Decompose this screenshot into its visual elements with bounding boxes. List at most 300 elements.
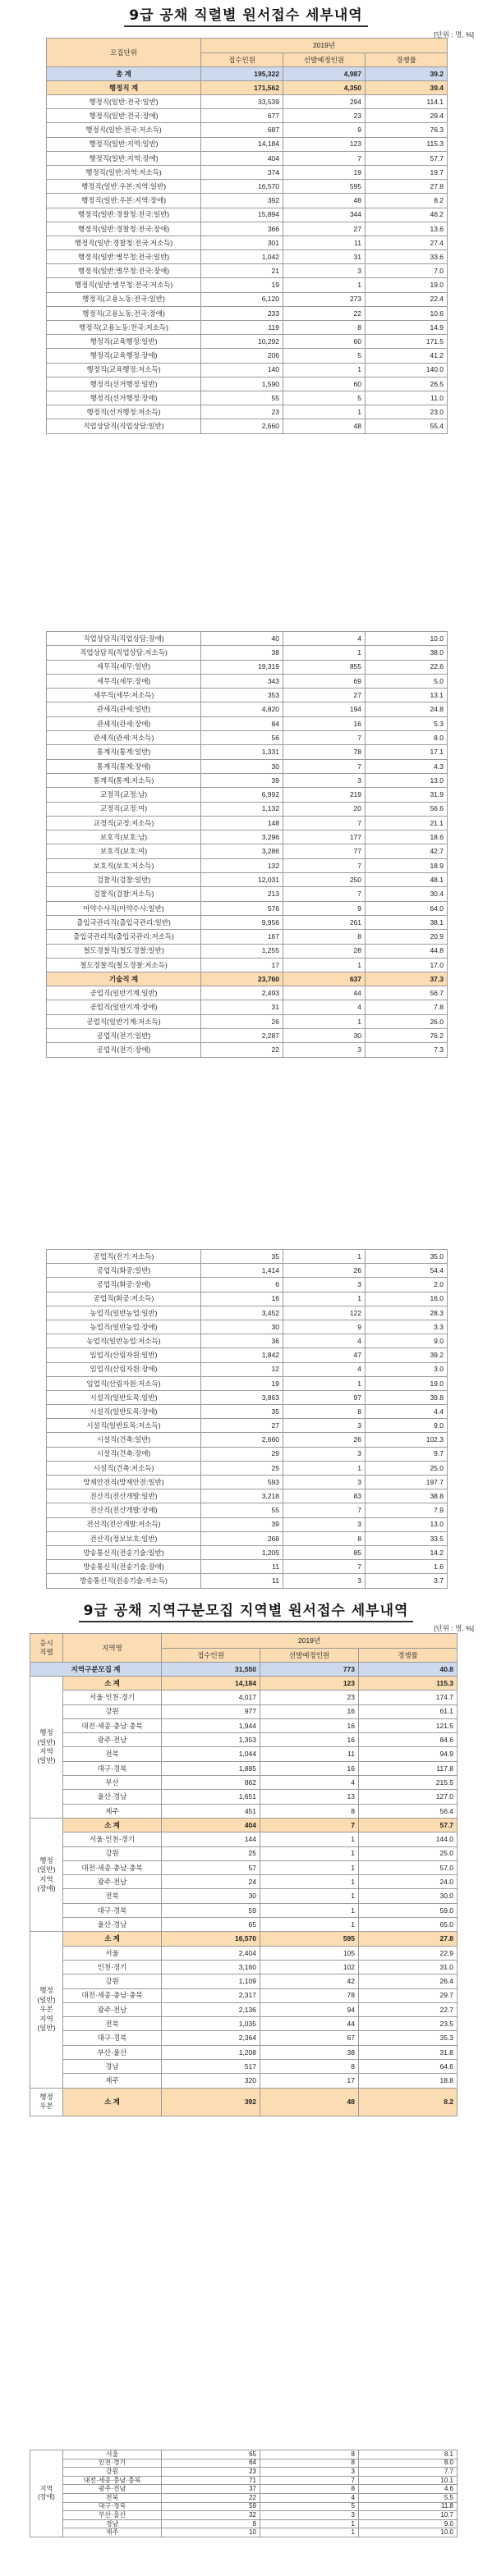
table-row [30, 1974, 458, 1988]
table-row [47, 1503, 448, 1517]
region-cell: 30 [162, 1889, 260, 1903]
region-cell: 부산·울산 [63, 2511, 162, 2520]
region-cell: 10.1 [359, 2476, 458, 2485]
row-ratio: 38.8 [366, 1489, 448, 1503]
region-cell: 144.0 [359, 1832, 458, 1846]
table-row [47, 1476, 448, 1489]
row-applicants: 12 [201, 1362, 283, 1376]
subtotal-cell: 595 [260, 1932, 359, 1946]
row-planned: 8 [283, 930, 366, 944]
region-cell: 대전·세종·충남·충북 [63, 1718, 162, 1732]
row-ratio: 13.0 [366, 773, 448, 787]
row-planned: 27 [283, 689, 366, 702]
region-cell: 서울·인천·경기 [63, 1691, 162, 1704]
group-label: 행정 (일반) 지역 (일반) [30, 1677, 63, 1819]
row-planned: 3 [283, 1574, 366, 1588]
group-label: 행정 (일반) 지역 (장애) [30, 1818, 63, 1931]
row-planned: 19 [283, 165, 366, 179]
table-row [47, 1334, 448, 1348]
row-ratio: 39.2 [366, 1348, 448, 1362]
row-name: 검찰직(검찰:일반) [47, 873, 201, 887]
region-cell: 18.8 [359, 2074, 458, 2088]
region-cell: 29.7 [359, 1988, 458, 2002]
row-applicants: 3,863 [201, 1390, 283, 1404]
table-row [47, 1014, 448, 1028]
region-cell: 8 [260, 2450, 359, 2459]
region-cell: 부산·울산 [63, 2045, 162, 2059]
table-row [47, 788, 448, 802]
table-row [47, 1250, 448, 1264]
row-ratio: 54.4 [366, 1264, 448, 1278]
row-ratio: 13.0 [366, 1517, 448, 1531]
region-cell: 65 [162, 1918, 260, 1932]
row-name: 행정직(일반:경찰청:전국:저소득) [47, 236, 201, 249]
row-ratio: 17.1 [366, 745, 448, 759]
row-name: 검찰직(검찰:저소득) [47, 887, 201, 901]
row-applicants: 392 [201, 194, 283, 208]
region-cell: 144 [162, 1832, 260, 1846]
table-row [47, 759, 448, 773]
subtotal-cell: 392 [162, 2088, 260, 2116]
region-cell: 1 [260, 1875, 359, 1889]
region-cell: 강원 [63, 2468, 162, 2477]
table-row [30, 2519, 458, 2528]
row-ratio: 2.0 [366, 1278, 448, 1292]
region-cell: 22 [162, 2493, 260, 2502]
table-row [30, 1860, 458, 1874]
row-applicants: 55 [201, 1503, 283, 1517]
row-applicants: 40 [201, 632, 283, 646]
row-ratio: 33.5 [366, 1531, 448, 1545]
row-applicants: 84 [201, 716, 283, 730]
row-planned: 83 [283, 1489, 366, 1503]
region-cell: 2,136 [162, 2002, 260, 2016]
row-name: 방송통신직(전송기술:저소득) [47, 1574, 201, 1588]
row-applicants: 1,590 [201, 377, 283, 391]
row-ratio: 35.0 [366, 1250, 448, 1264]
table-row [47, 873, 448, 887]
subtotal-cell: 404 [162, 1818, 260, 1832]
region-cell: 1,109 [162, 1974, 260, 1988]
row-name: 세무직(세무:장애) [47, 674, 201, 688]
region-cell: 3 [260, 2511, 359, 2520]
header-region: 지역명 [63, 1634, 162, 1663]
row-planned: 47 [283, 1348, 366, 1362]
table-row [47, 391, 448, 405]
region-cell: 1 [260, 1918, 359, 1932]
job-table-part3 [46, 1249, 448, 1589]
table-row [30, 1903, 458, 1917]
table-row [47, 208, 448, 222]
row-planned: 8 [283, 1405, 366, 1419]
row-name: 행정직(선거행정:저소득) [47, 405, 201, 419]
region-cell: 5 [260, 2502, 359, 2511]
table-row [30, 2511, 458, 2520]
group-subtotal-row [30, 1818, 458, 1832]
table-row [47, 405, 448, 419]
region-cell: 26.4 [359, 1974, 458, 1988]
region-cell: 22.9 [359, 1946, 458, 1960]
row-planned: 7 [283, 731, 366, 745]
table-row [47, 1348, 448, 1362]
header-ratio: 경쟁률 [366, 53, 448, 67]
section1-unit: [단위 : 명, %] [434, 30, 474, 39]
row-ratio: 56.6 [366, 802, 448, 816]
table-row [30, 2017, 458, 2031]
region-cell: 3,160 [162, 1960, 260, 1974]
table-row [47, 1560, 448, 1574]
region-cell: 전북 [63, 2017, 162, 2031]
row-planned: 48 [283, 419, 366, 433]
table-row [30, 2031, 458, 2045]
row-ratio: 42.7 [366, 844, 448, 858]
row-applicants: 35 [201, 1405, 283, 1419]
region-cell: 3 [260, 2468, 359, 2477]
group-label: 행정 우본 [30, 2088, 63, 2116]
row-name: 행정직(일반:병무청:전국:일반) [47, 250, 201, 264]
row-ratio: 16.0 [366, 1292, 448, 1306]
region-cell: 8.1 [359, 2450, 458, 2459]
row-ratio: 20.9 [366, 930, 448, 944]
region-cell: 1,944 [162, 1718, 260, 1732]
row-name: 행정직(교육행정:일반) [47, 335, 201, 349]
table-row [30, 2074, 458, 2088]
table-row [47, 1320, 448, 1334]
table-row [47, 915, 448, 929]
region-cell: 1,208 [162, 2045, 260, 2059]
region-cell: 1 [260, 1860, 359, 1874]
region-cell: 7 [260, 2476, 359, 2485]
row-applicants: 22 [201, 1043, 283, 1057]
row-ratio: 10.6 [366, 306, 448, 320]
region-cell: 대구·경북 [63, 1903, 162, 1917]
region-cell: 1 [260, 1889, 359, 1903]
row-name: 마약수사직(마약수사:일반) [47, 901, 201, 915]
region-cell: 64 [162, 2459, 260, 2468]
table-row [47, 1545, 448, 1559]
row-name: 행정직(일반:경찰청:전국:일반) [47, 208, 201, 222]
row-name: 직업상담직(직업상담:장애) [47, 632, 201, 646]
row-applicants: 576 [201, 901, 283, 915]
table-row [47, 419, 448, 433]
tech-subtotal-row: 기술직 계 23,760 637 37.3 [47, 972, 448, 986]
region-cell: 67 [260, 2031, 359, 2045]
table-row [47, 165, 448, 179]
row-name: 공업직(일반기계:저소득) [47, 1014, 201, 1028]
row-applicants: 3,218 [201, 1489, 283, 1503]
table-row [30, 1704, 458, 1718]
row-ratio: 13.1 [366, 689, 448, 702]
row-name: 임업직(산림자원:장애) [47, 1362, 201, 1376]
row-applicants: 17 [201, 958, 283, 972]
header-year: 2019년 [162, 1634, 458, 1649]
row-name: 철도경찰직(철도경찰:일반) [47, 944, 201, 958]
region-cell: 65.0 [359, 1918, 458, 1932]
row-name: 방송통신직(전송기술:장애) [47, 1560, 201, 1574]
region-cell: 25 [162, 1846, 260, 1860]
row-ratio: 38.0 [366, 646, 448, 660]
region-cell: 16 [260, 1718, 359, 1732]
table-row [30, 1747, 458, 1761]
row-planned: 8 [283, 1531, 366, 1545]
row-planned: 5 [283, 349, 366, 363]
row-applicants: 39 [201, 773, 283, 787]
region-cell: 1 [260, 1903, 359, 1917]
row-applicants: 23 [201, 405, 283, 419]
row-ratio: 115.3 [366, 137, 448, 151]
region-cell: 8 [260, 2459, 359, 2468]
region-cell: 인천·경기 [63, 1960, 162, 1974]
header-year: 2019년 [201, 39, 448, 53]
table-row [30, 1761, 458, 1775]
row-applicants: 36 [201, 1334, 283, 1348]
row-ratio: 17.0 [366, 958, 448, 972]
row-applicants: 3,296 [201, 830, 283, 844]
row-ratio: 13.6 [366, 222, 448, 236]
row-ratio: 27.4 [366, 236, 448, 249]
region-cell: 23 [162, 2468, 260, 2477]
table-row [47, 335, 448, 349]
row-applicants: 301 [201, 236, 283, 249]
region-cell: 174.7 [359, 1691, 458, 1704]
table-row [47, 363, 448, 377]
row-planned: 9 [283, 1320, 366, 1334]
row-ratio: 19.7 [366, 165, 448, 179]
table-row [30, 1832, 458, 1846]
header-job: 응시 직렬 [30, 1634, 63, 1663]
job-table-part2 [46, 631, 448, 1058]
row-name: 행정직(교육행정:장애) [47, 349, 201, 363]
row-name: 행정직(일반:우본:지역:일반) [47, 180, 201, 194]
row-applicants: 6 [201, 1278, 283, 1292]
row-name: 방재안전직(방재안전:일반) [47, 1476, 201, 1489]
row-planned: 123 [283, 137, 366, 151]
region-cell: 59 [162, 2502, 260, 2511]
table-row [47, 236, 448, 249]
table-row [47, 944, 448, 958]
row-name: 공업직(전기:장애) [47, 1043, 201, 1057]
row-name: 행정직(일반:지역:장애) [47, 151, 201, 165]
row-ratio: 76.3 [366, 123, 448, 137]
row-applicants: 11 [201, 1560, 283, 1574]
row-applicants: 366 [201, 222, 283, 236]
region-cell: 25.0 [359, 1846, 458, 1860]
region-cell: 9 [162, 2519, 260, 2528]
row-planned: 261 [283, 915, 366, 929]
group-label: 행정 (일반) 우본 지역 (일반) [30, 1932, 63, 2088]
region-cell: 30.0 [359, 1889, 458, 1903]
row-name: 행정직(일반:우본:지역:장애) [47, 194, 201, 208]
row-applicants: 25 [201, 1461, 283, 1475]
row-planned: 3 [283, 1419, 366, 1433]
row-planned: 30 [283, 1029, 366, 1043]
row-ratio: 57.7 [366, 151, 448, 165]
row-name: 행정직(선거행정:장애) [47, 391, 201, 405]
row-ratio: 22.6 [366, 660, 448, 674]
row-name: 시설직(건축:장애) [47, 1447, 201, 1461]
row-ratio: 48.1 [366, 873, 448, 887]
row-planned: 1 [283, 1014, 366, 1028]
table-row [47, 1531, 448, 1545]
row-ratio: 114.1 [366, 95, 448, 109]
row-name: 철도경찰직(철도경찰:저소득) [47, 958, 201, 972]
region-cell: 서울 [63, 1946, 162, 1960]
header-applicants: 접수인원 [201, 53, 283, 67]
row-name: 통계직(통계:저소득) [47, 773, 201, 787]
table-row [47, 901, 448, 915]
table-row [30, 1988, 458, 2002]
subtotal-cell: 27.8 [359, 1932, 458, 1946]
row-name: 전산직(전산개발:일반) [47, 1489, 201, 1503]
region-total-row: 지역구분모집 계 31,550 773 40.8 [30, 1663, 458, 1677]
row-ratio: 44.8 [366, 944, 448, 958]
row-name: 시설직(건축:저소득) [47, 1461, 201, 1475]
region-table [30, 1633, 458, 2116]
row-name: 행정직(교육행정:저소득) [47, 363, 201, 377]
table-row [47, 632, 448, 646]
row-name: 임업직(산림자원:일반) [47, 1348, 201, 1362]
row-planned: 273 [283, 292, 366, 306]
table-row [47, 674, 448, 688]
subtotal-cell: 소 계 [63, 1677, 162, 1691]
region-cell: 17 [260, 2074, 359, 2088]
row-ratio: 55.4 [366, 419, 448, 433]
row-applicants: 343 [201, 674, 283, 688]
table-row [30, 1960, 458, 1974]
row-applicants: 1,255 [201, 944, 283, 958]
subtotal-cell: 115.3 [359, 1677, 458, 1691]
row-planned: 4 [283, 632, 366, 646]
region-cell: 451 [162, 1804, 260, 1818]
row-ratio: 140.0 [366, 363, 448, 377]
row-planned: 3 [283, 264, 366, 278]
region-cell: 대전·세종·충남·충북 [63, 1988, 162, 2002]
row-ratio: 31.9 [366, 788, 448, 802]
table-row [47, 222, 448, 236]
table-row [47, 702, 448, 716]
row-planned: 1 [283, 1250, 366, 1264]
row-ratio: 14.9 [366, 321, 448, 335]
row-applicants: 2,660 [201, 419, 283, 433]
region-cell: 23.5 [359, 2017, 458, 2031]
row-ratio: 11.0 [366, 391, 448, 405]
region-cell: 215.5 [359, 1776, 458, 1790]
row-name: 교정직(교정:저소득) [47, 816, 201, 830]
row-planned: 3 [283, 1476, 366, 1489]
subtotal-cell: 14,184 [162, 1677, 260, 1691]
table-row [47, 1489, 448, 1503]
region-cell: 울산·경남 [63, 1918, 162, 1932]
row-name: 전산직(전산개발:장애) [47, 1503, 201, 1517]
region-cell: 94.9 [359, 1747, 458, 1761]
row-applicants: 119 [201, 321, 283, 335]
row-ratio: 8.2 [366, 194, 448, 208]
row-name: 관세직(관세:일반) [47, 702, 201, 716]
row-applicants: 35 [201, 1250, 283, 1264]
row-applicants: 1,842 [201, 1348, 283, 1362]
table-row [30, 2485, 458, 2494]
region-cell: 42 [260, 1974, 359, 1988]
table-row [47, 137, 448, 151]
region-cell: 울산·경남 [63, 1790, 162, 1804]
row-applicants: 677 [201, 109, 283, 123]
row-applicants: 353 [201, 689, 283, 702]
row-applicants: 30 [201, 1320, 283, 1334]
row-planned: 294 [283, 95, 366, 109]
region-cell: 4 [260, 1776, 359, 1790]
region-cell: 강원 [63, 1704, 162, 1718]
table-row [30, 1790, 458, 1804]
table-row [47, 306, 448, 320]
region-cell: 4,017 [162, 1691, 260, 1704]
region-cell: 서울·인천·경기 [63, 1832, 162, 1846]
region-cell: 대구·경북 [63, 2502, 162, 2511]
region-cell: 광주·전남 [63, 1875, 162, 1889]
row-applicants: 148 [201, 816, 283, 830]
group-subtotal-row [30, 1677, 458, 1691]
table-row [47, 123, 448, 137]
row-name: 보호직(보호:남) [47, 830, 201, 844]
row-ratio: 76.2 [366, 1029, 448, 1043]
row-planned: 1 [283, 363, 366, 377]
region-cell: 부산 [63, 1776, 162, 1790]
table-row [30, 1846, 458, 1860]
row-name: 전산직(정보보호:일반) [47, 1531, 201, 1545]
row-name: 행정직(고용노동:전국:장애) [47, 306, 201, 320]
table-row [47, 1390, 448, 1404]
table-row [47, 95, 448, 109]
table-row [47, 745, 448, 759]
table-row [30, 2060, 458, 2074]
region-cell: 2,364 [162, 2031, 260, 2045]
table-row [30, 2502, 458, 2511]
row-name: 행정직(일반:전국:저소득) [47, 123, 201, 137]
section2-unit: [단위 : 명, %] [434, 1624, 474, 1632]
region-cell: 127.0 [359, 1790, 458, 1804]
row-applicants: 11 [201, 1574, 283, 1588]
row-name: 농업직(일반농업:일반) [47, 1306, 201, 1320]
row-ratio: 7.8 [366, 1000, 448, 1014]
row-ratio: 171.5 [366, 335, 448, 349]
table-row [47, 321, 448, 335]
table-row [47, 1029, 448, 1043]
table-row [30, 1875, 458, 1889]
table-row [47, 1362, 448, 1376]
row-name: 공업직(화공:저소득) [47, 1292, 201, 1306]
table-row [47, 802, 448, 816]
table-row [30, 1804, 458, 1818]
row-name: 교정직(교정:여) [47, 802, 201, 816]
row-applicants: 687 [201, 123, 283, 137]
row-name: 행정직(선거행정:일반) [47, 377, 201, 391]
row-planned: 48 [283, 194, 366, 208]
row-applicants: 3,452 [201, 1306, 283, 1320]
row-planned: 4 [283, 1334, 366, 1348]
region-cell: 2,317 [162, 1988, 260, 2002]
region-cell: 61.1 [359, 1704, 458, 1718]
row-ratio: 19.0 [366, 1376, 448, 1390]
row-ratio: 21.1 [366, 816, 448, 830]
row-applicants: 140 [201, 363, 283, 377]
region-cell: 광주·전남 [63, 2485, 162, 2494]
subtotal-cell: 123 [260, 1677, 359, 1691]
table-row [30, 1918, 458, 1932]
row-planned: 3 [283, 1447, 366, 1461]
table-row [30, 1718, 458, 1732]
row-ratio: 26.0 [366, 1014, 448, 1028]
table-row [47, 1447, 448, 1461]
row-planned: 1 [283, 1376, 366, 1390]
